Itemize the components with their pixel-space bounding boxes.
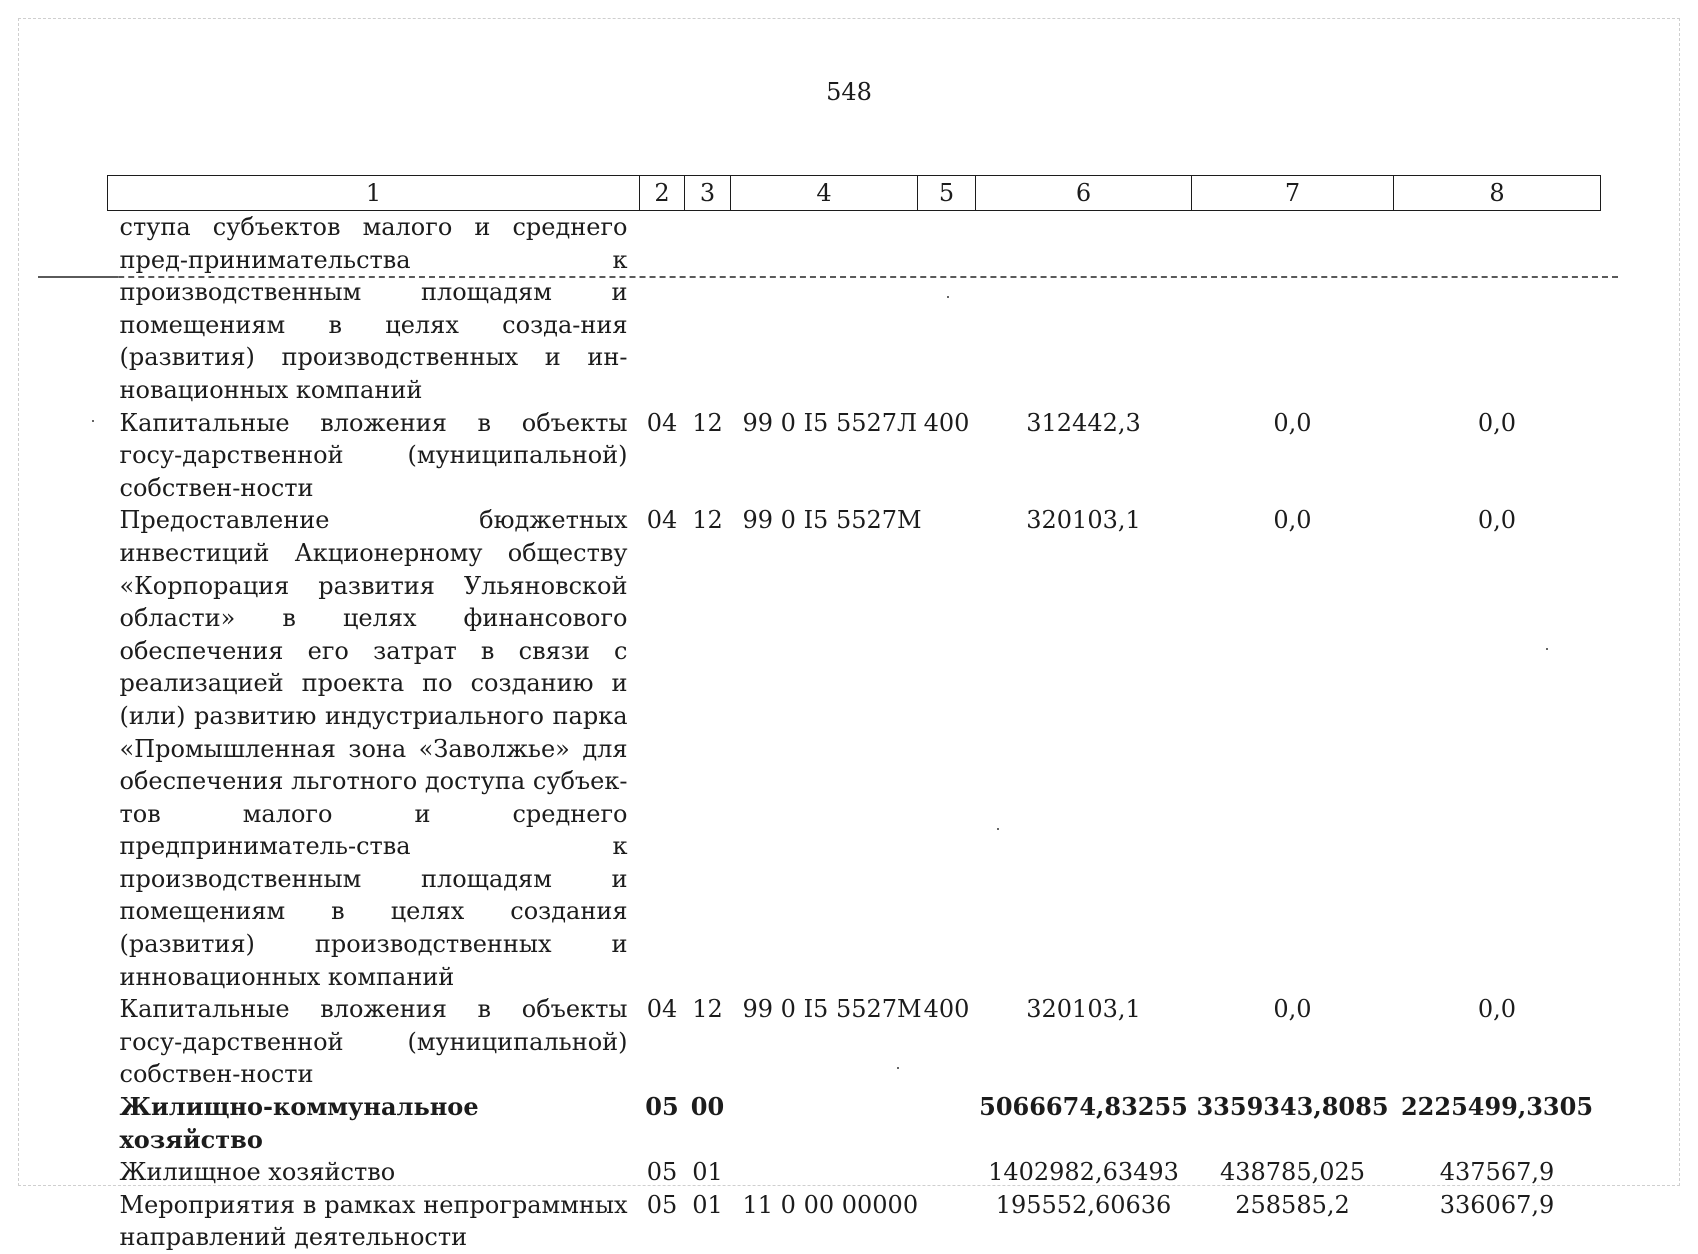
amount-col-7 [1192,211,1394,407]
section-code: 05 [645,1092,679,1122]
expense-type-code [918,1189,976,1254]
subsection-code: 12 [692,408,723,437]
expense-type-code [918,1156,976,1189]
amount-col-6 [976,211,1192,407]
row-description: Капитальные вложения в объекты госу-дарственной (муниципальной) собствен-ности [119,408,628,502]
target-article-code: 99 0 I5 5527М [742,506,922,535]
amount-col-7: 0,0 [1273,408,1312,437]
row-description: ступа субъектов малого и среднего пред-принимательства к производственным площадям и помещениям в целях созда-ния (развития) производственных и ин-новационных компаний [119,213,628,404]
col-header-7: 7 [1192,176,1394,211]
target-article-code: 99 0 I5 5527Л [742,408,918,437]
amount-col-8 [1394,211,1601,407]
budget-table [107,175,1601,1254]
table-row [108,407,1601,505]
amount-col-7: 258585,2 [1235,1190,1350,1219]
amount-col-7: 3359343,8085 [1196,1092,1389,1122]
page-number: 548 [826,78,872,106]
amount-col-6: 1402982,63493 [988,1158,1179,1187]
amount-col-8: 2225499,3305 [1400,1092,1594,1122]
col-header-6: 6 [976,176,1192,211]
target-article-code [731,211,918,407]
amount-col-6: 312442,3 [1026,408,1141,437]
subsection-code: 01 [692,1190,723,1219]
expense-type-code [918,211,976,407]
col-header-8: 8 [1394,176,1601,211]
amount-col-6: 5066674,83255 [979,1092,1188,1122]
col-header-1: 1 [108,176,640,211]
amount-col-7: 438785,025 [1219,1158,1366,1187]
col-header-4: 4 [731,176,918,211]
row-description: Капитальные вложения в объекты госу-дарственной (муниципальной) собствен-ности [119,995,628,1089]
amount-col-6: 320103,1 [1026,995,1141,1024]
expense-type-code: 400 [923,995,970,1024]
scan-speck [92,420,94,422]
column-number-row [108,176,1601,211]
section-code: 05 [646,1158,678,1187]
expense-type-code [918,504,976,993]
amount-col-8: 0,0 [1477,408,1517,437]
row-description: Предоставление бюджетных инвестиций Акционерному обществу «Корпорация развития Ульяновской области» в целях финансового обеспечения его затрат в связи с реализацией проекта по созданию и (или) развитию индустриального парка «Промышленная зона «Заволжье» для обеспечения льготного доступа субъек-тов малого и среднего предприниматель-ства к производственным площадям и помещениям в целях создания (развития) производственных и инновационных компаний [119,506,628,991]
section-code [640,211,685,407]
amount-col-8: 437567,9 [1439,1158,1555,1187]
section-code: 04 [646,506,678,535]
col-header-2: 2 [640,176,685,211]
table-row [108,1156,1601,1189]
table-row [108,993,1601,1091]
subsection-code: 12 [692,506,723,535]
table-row [108,1189,1601,1254]
row-description: Мероприятия в рамках непрограммных направлений деятельности [119,1190,628,1252]
target-article-code [731,1091,918,1156]
amount-col-8: 0,0 [1477,506,1517,535]
target-article-code: 99 0 I5 5527М [742,995,922,1024]
amount-col-7: 0,0 [1273,995,1312,1024]
target-article-code: 11 0 00 00000 [742,1190,919,1219]
expense-type-code [918,1091,976,1156]
table-row [108,504,1601,993]
subsection-code: 12 [692,995,723,1024]
subsection-code: 00 [690,1092,725,1122]
row-description: Жилищное хозяйство [119,1158,396,1187]
subsection-code: 01 [692,1158,723,1187]
col-header-5: 5 [918,176,976,211]
amount-col-8: 0,0 [1477,995,1517,1024]
amount-col-7: 0,0 [1273,506,1312,535]
amount-col-8: 336067,9 [1439,1190,1555,1219]
section-code: 04 [646,408,678,437]
target-article-code [731,1156,918,1189]
amount-col-6: 320103,1 [1026,506,1141,535]
amount-col-6: 195552,60636 [995,1190,1172,1219]
col-header-3: 3 [685,176,731,211]
expense-type-code: 400 [923,408,970,437]
table-row-section-total [108,1091,1601,1156]
section-code: 05 [646,1190,678,1219]
subsection-code [685,211,731,407]
row-description: Жилищно-коммунальное хозяйство [119,1092,479,1154]
table-row [108,211,1601,407]
section-code: 04 [646,995,678,1024]
